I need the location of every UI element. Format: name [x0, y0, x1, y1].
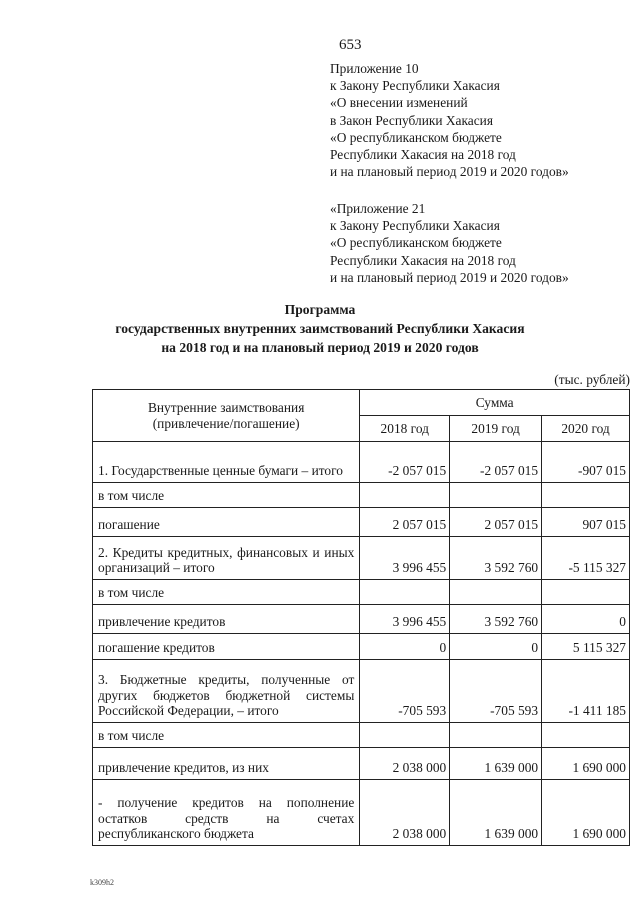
- header-year-2020: 2020 год: [542, 416, 630, 442]
- title-line: Программа: [284, 302, 356, 317]
- page-number: 653: [339, 37, 362, 53]
- header-sum: Сумма: [360, 390, 630, 416]
- value-2020: [542, 580, 630, 605]
- table-row: [93, 508, 630, 537]
- appendix-line: «О внесении изменений: [330, 95, 468, 111]
- value-2020: [542, 723, 630, 748]
- value-2019: 3 592 760: [450, 537, 542, 580]
- row-label: погашение: [93, 508, 360, 537]
- table-row: [93, 537, 630, 580]
- value-2020: -1 411 185: [542, 660, 630, 723]
- appendix-amendment-header: [330, 60, 569, 180]
- value-2020: [542, 483, 630, 508]
- appendix-line: «О республиканском бюджете: [330, 129, 502, 145]
- row-label: - получение кредитов на пополнение остатков средств на счетах республиканского бюджета: [93, 780, 360, 846]
- value-2018: 2 038 000: [360, 780, 450, 846]
- value-2019: 1 639 000: [450, 748, 542, 780]
- value-2018: 3 996 455: [360, 537, 450, 580]
- value-2020: 907 015: [542, 508, 630, 537]
- value-2019: 0: [450, 634, 542, 660]
- row-label: 1. Государственные ценные бумаги – итого: [93, 442, 360, 483]
- row-label: в том числе: [93, 580, 360, 605]
- table-row: [93, 442, 630, 483]
- appendix-line: и на плановый период 2019 и 2020 годов»: [330, 269, 569, 285]
- table-row: [93, 605, 630, 634]
- table-row: [93, 748, 630, 780]
- header-borrowings: Внутренние заимствования (привлечение/погашение): [93, 390, 360, 442]
- table-header-row: [93, 390, 630, 416]
- appendix-line: и на плановый период 2019 и 2020 годов»: [330, 164, 569, 180]
- value-2020: 1 690 000: [542, 748, 630, 780]
- value-2018: 0: [360, 634, 450, 660]
- value-2018: [360, 483, 450, 508]
- value-2019: 3 592 760: [450, 605, 542, 634]
- value-2018: -2 057 015: [360, 442, 450, 483]
- row-label: в том числе: [93, 723, 360, 748]
- appendix-line: Республики Хакасия на 2018 год: [330, 252, 516, 268]
- table-row: [93, 780, 630, 846]
- value-2019: -2 057 015: [450, 442, 542, 483]
- footer-code: k309h2: [90, 878, 114, 887]
- value-2020: 0: [542, 605, 630, 634]
- table-row: [93, 580, 630, 605]
- header-year-2018: 2018 год: [360, 416, 450, 442]
- value-2019: [450, 723, 542, 748]
- appendix-line: к Закону Республики Хакасия: [330, 78, 500, 94]
- header-year-2019: 2019 год: [450, 416, 542, 442]
- value-2018: [360, 723, 450, 748]
- value-2020: 1 690 000: [542, 780, 630, 846]
- appendix-line: в Закон Республики Хакасия: [330, 112, 494, 128]
- value-2018: 3 996 455: [360, 605, 450, 634]
- title-line: государственных внутренних заимствований Республики Хакасия: [115, 321, 525, 336]
- row-label: привлечение кредитов, из них: [93, 748, 360, 780]
- value-2020: -907 015: [542, 442, 630, 483]
- appendix-line: «О республиканском бюджете: [330, 235, 502, 251]
- title-line: на 2018 год и на плановый период 2019 и 2020 годов: [161, 340, 479, 355]
- value-2018: -705 593: [360, 660, 450, 723]
- row-label: в том числе: [93, 483, 360, 508]
- value-2019: -705 593: [450, 660, 542, 723]
- value-2018: 2 038 000: [360, 748, 450, 780]
- value-2019: [450, 483, 542, 508]
- value-2020: -5 115 327: [542, 537, 630, 580]
- value-2019: 1 639 000: [450, 780, 542, 846]
- appendix-line: Республики Хакасия на 2018 год: [330, 147, 516, 163]
- appendix-line: Приложение 10: [330, 61, 419, 76]
- row-label: привлечение кредитов: [93, 605, 360, 634]
- document-title: [0, 300, 640, 357]
- table-row: [93, 723, 630, 748]
- value-2020: 5 115 327: [542, 634, 630, 660]
- value-2019: 2 057 015: [450, 508, 542, 537]
- row-label: погашение кредитов: [93, 634, 360, 660]
- units-label: (тыс. рублей): [554, 372, 630, 387]
- value-2018: 2 057 015: [360, 508, 450, 537]
- table-row: [93, 483, 630, 508]
- value-2018: [360, 580, 450, 605]
- appendix-line: «Приложение 21: [330, 201, 426, 216]
- appendix-line: к Закону Республики Хакасия: [330, 218, 500, 234]
- borrowings-table: [92, 389, 630, 846]
- value-2019: [450, 580, 542, 605]
- appendix-original-header: [330, 200, 569, 286]
- table-row: [93, 634, 630, 660]
- row-label: 2. Кредиты кредитных, финансовых и иных организаций – итого: [93, 537, 360, 580]
- table-row: [93, 660, 630, 723]
- row-label: 3. Бюджетные кредиты, полученные от других бюджетов бюджетной системы Российской Федерации, – итого: [93, 660, 360, 723]
